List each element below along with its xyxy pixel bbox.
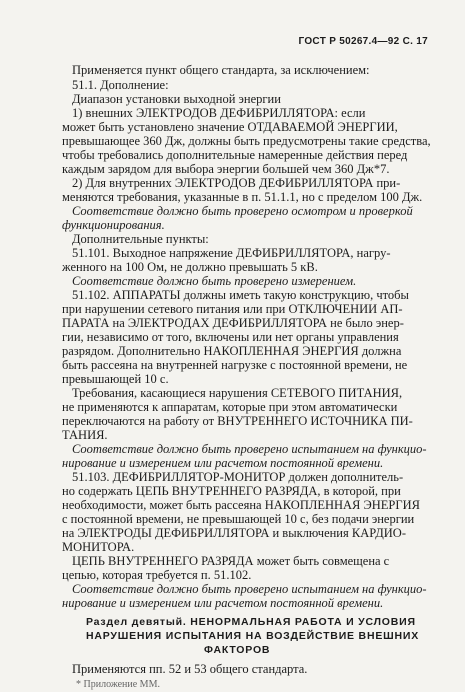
page-header: ГОСТ Р 50267.4—92 С. 17: [298, 36, 428, 47]
text-line: каждым зарядом для выбора энергии большей чем 360 Дж*7.: [62, 162, 390, 176]
footnote: * Приложение ММ.: [76, 679, 160, 690]
text-line: Соответствие должно быть проверено испытанием на функцио-: [72, 582, 427, 596]
text-line: Соответствие должно быть проверено испытанием на функцио-: [72, 442, 427, 456]
text-line: Диапазон установки выходной энергии: [72, 92, 281, 106]
text-line: но содержать ЦЕПЬ ВНУТРЕННЕГО РАЗРЯДА, в которой, при: [62, 484, 401, 498]
text-line: Соответствие должно быть проверено измерением.: [72, 274, 357, 288]
text-line: ПАРАТА на ЭЛЕКТРОДАХ ДЕФИБРИЛЛЯТОРА не было энер-: [62, 316, 404, 330]
text-line: чтобы требовались дополнительные намеренные действия перед: [62, 148, 408, 162]
text-line: ЦЕПЬ ВНУТРЕННЕГО РАЗРЯДА может быть совмещена с: [72, 554, 390, 568]
text-line: на ЭЛЕКТРОДЫ ДЕФИБРИЛЛЯТОРА и выключения КАРДИО-: [62, 526, 406, 540]
text-line: может быть установлено значение ОТДАВАЕМОЙ ЭНЕРГИИ,: [62, 120, 398, 134]
text-line: 1) внешних ЭЛЕКТРОДОВ ДЕФИБРИЛЛЯТОРА: если: [72, 106, 366, 120]
text-line: меняются требования, указанные в п. 51.1.1, но с пределом 100 Дж.: [62, 190, 423, 204]
text-line: Требования, касающиеся нарушения СЕТЕВОГО ПИТАНИЯ,: [72, 386, 403, 400]
text-line: переключаются на работу от ВНУТРЕННЕГО ИСТОЧНИКА ПИ-: [62, 414, 413, 428]
text-line: функционирования.: [62, 218, 165, 232]
text-line: разрядом. Дополнительно НАКОПЛЕННАЯ ЭНЕРГИЯ должна: [62, 344, 402, 358]
text-line: превышающее 360 Дж, должны быть предусмотрены такие средства,: [62, 134, 431, 148]
text-line: 51.101. Выходное напряжение ДЕФИБРИЛЛЯТОРА, нагру-: [72, 246, 391, 260]
text-line: 51.103. ДЕФИБРИЛЛЯТОР-МОНИТОР должен дополнитель-: [72, 470, 404, 484]
text-line: при нарушении сетевого питания или при ОТКЛЮЧЕНИИ АП-: [62, 302, 403, 316]
section-heading-line: Раздел девятый. НЕНОРМАЛЬНАЯ РАБОТА И УСЛОВИЯ: [86, 616, 416, 628]
section-heading-line: НАРУШЕНИЯ ИСПЫТАНИЯ НА ВОЗДЕЙСТВИЕ ВНЕШНИХ: [86, 630, 420, 642]
text-line: МОНИТОРА.: [62, 540, 135, 554]
text-line: не применяются к аппаратам, которые при этом автоматически: [62, 400, 398, 414]
text-line: превышающей 10 с.: [62, 372, 169, 386]
text-line: женного на 100 Ом, не должно превышать 5 кВ.: [62, 260, 318, 274]
text-line: с постоянной времени, не превышающей 10 с, без подачи энергии: [62, 512, 415, 526]
text-line: цепью, которая требуется п. 51.102.: [62, 568, 252, 582]
text-line: ТАНИЯ.: [62, 428, 108, 442]
text-line: 51.1. Дополнение:: [72, 78, 169, 92]
text-line: Дополнительные пункты:: [72, 232, 209, 246]
text-line: гии, независимо от того, включены или нет органы управления: [62, 330, 399, 344]
text-line: Применяется пункт общего стандарта, за исключением:: [72, 63, 370, 77]
section-heading-line: ФАКТОРОВ: [204, 644, 271, 656]
text-line: Соответствие должно быть проверено осмотром и проверкой: [72, 204, 413, 218]
text-line: нирование и измерением или расчетом постоянной времени.: [62, 456, 384, 470]
text-line: необходимости, может быть рассеяна НАКОПЛЕННАЯ ЭНЕРГИЯ: [62, 498, 420, 512]
text-line: Применяются пп. 52 и 53 общего стандарта.: [72, 662, 308, 676]
text-line: быть рассеяна на внутренней нагрузке с постоянной времени, не: [62, 358, 408, 372]
text-line: 51.102. АППАРАТЫ должны иметь такую конструкцию, чтобы: [72, 288, 409, 302]
text-line: нирование и измерением или расчетом постоянной времени.: [62, 596, 384, 610]
text-line: 2) Для внутренних ЭЛЕКТРОДОВ ДЕФИБРИЛЛЯТОРА при-: [72, 176, 401, 190]
